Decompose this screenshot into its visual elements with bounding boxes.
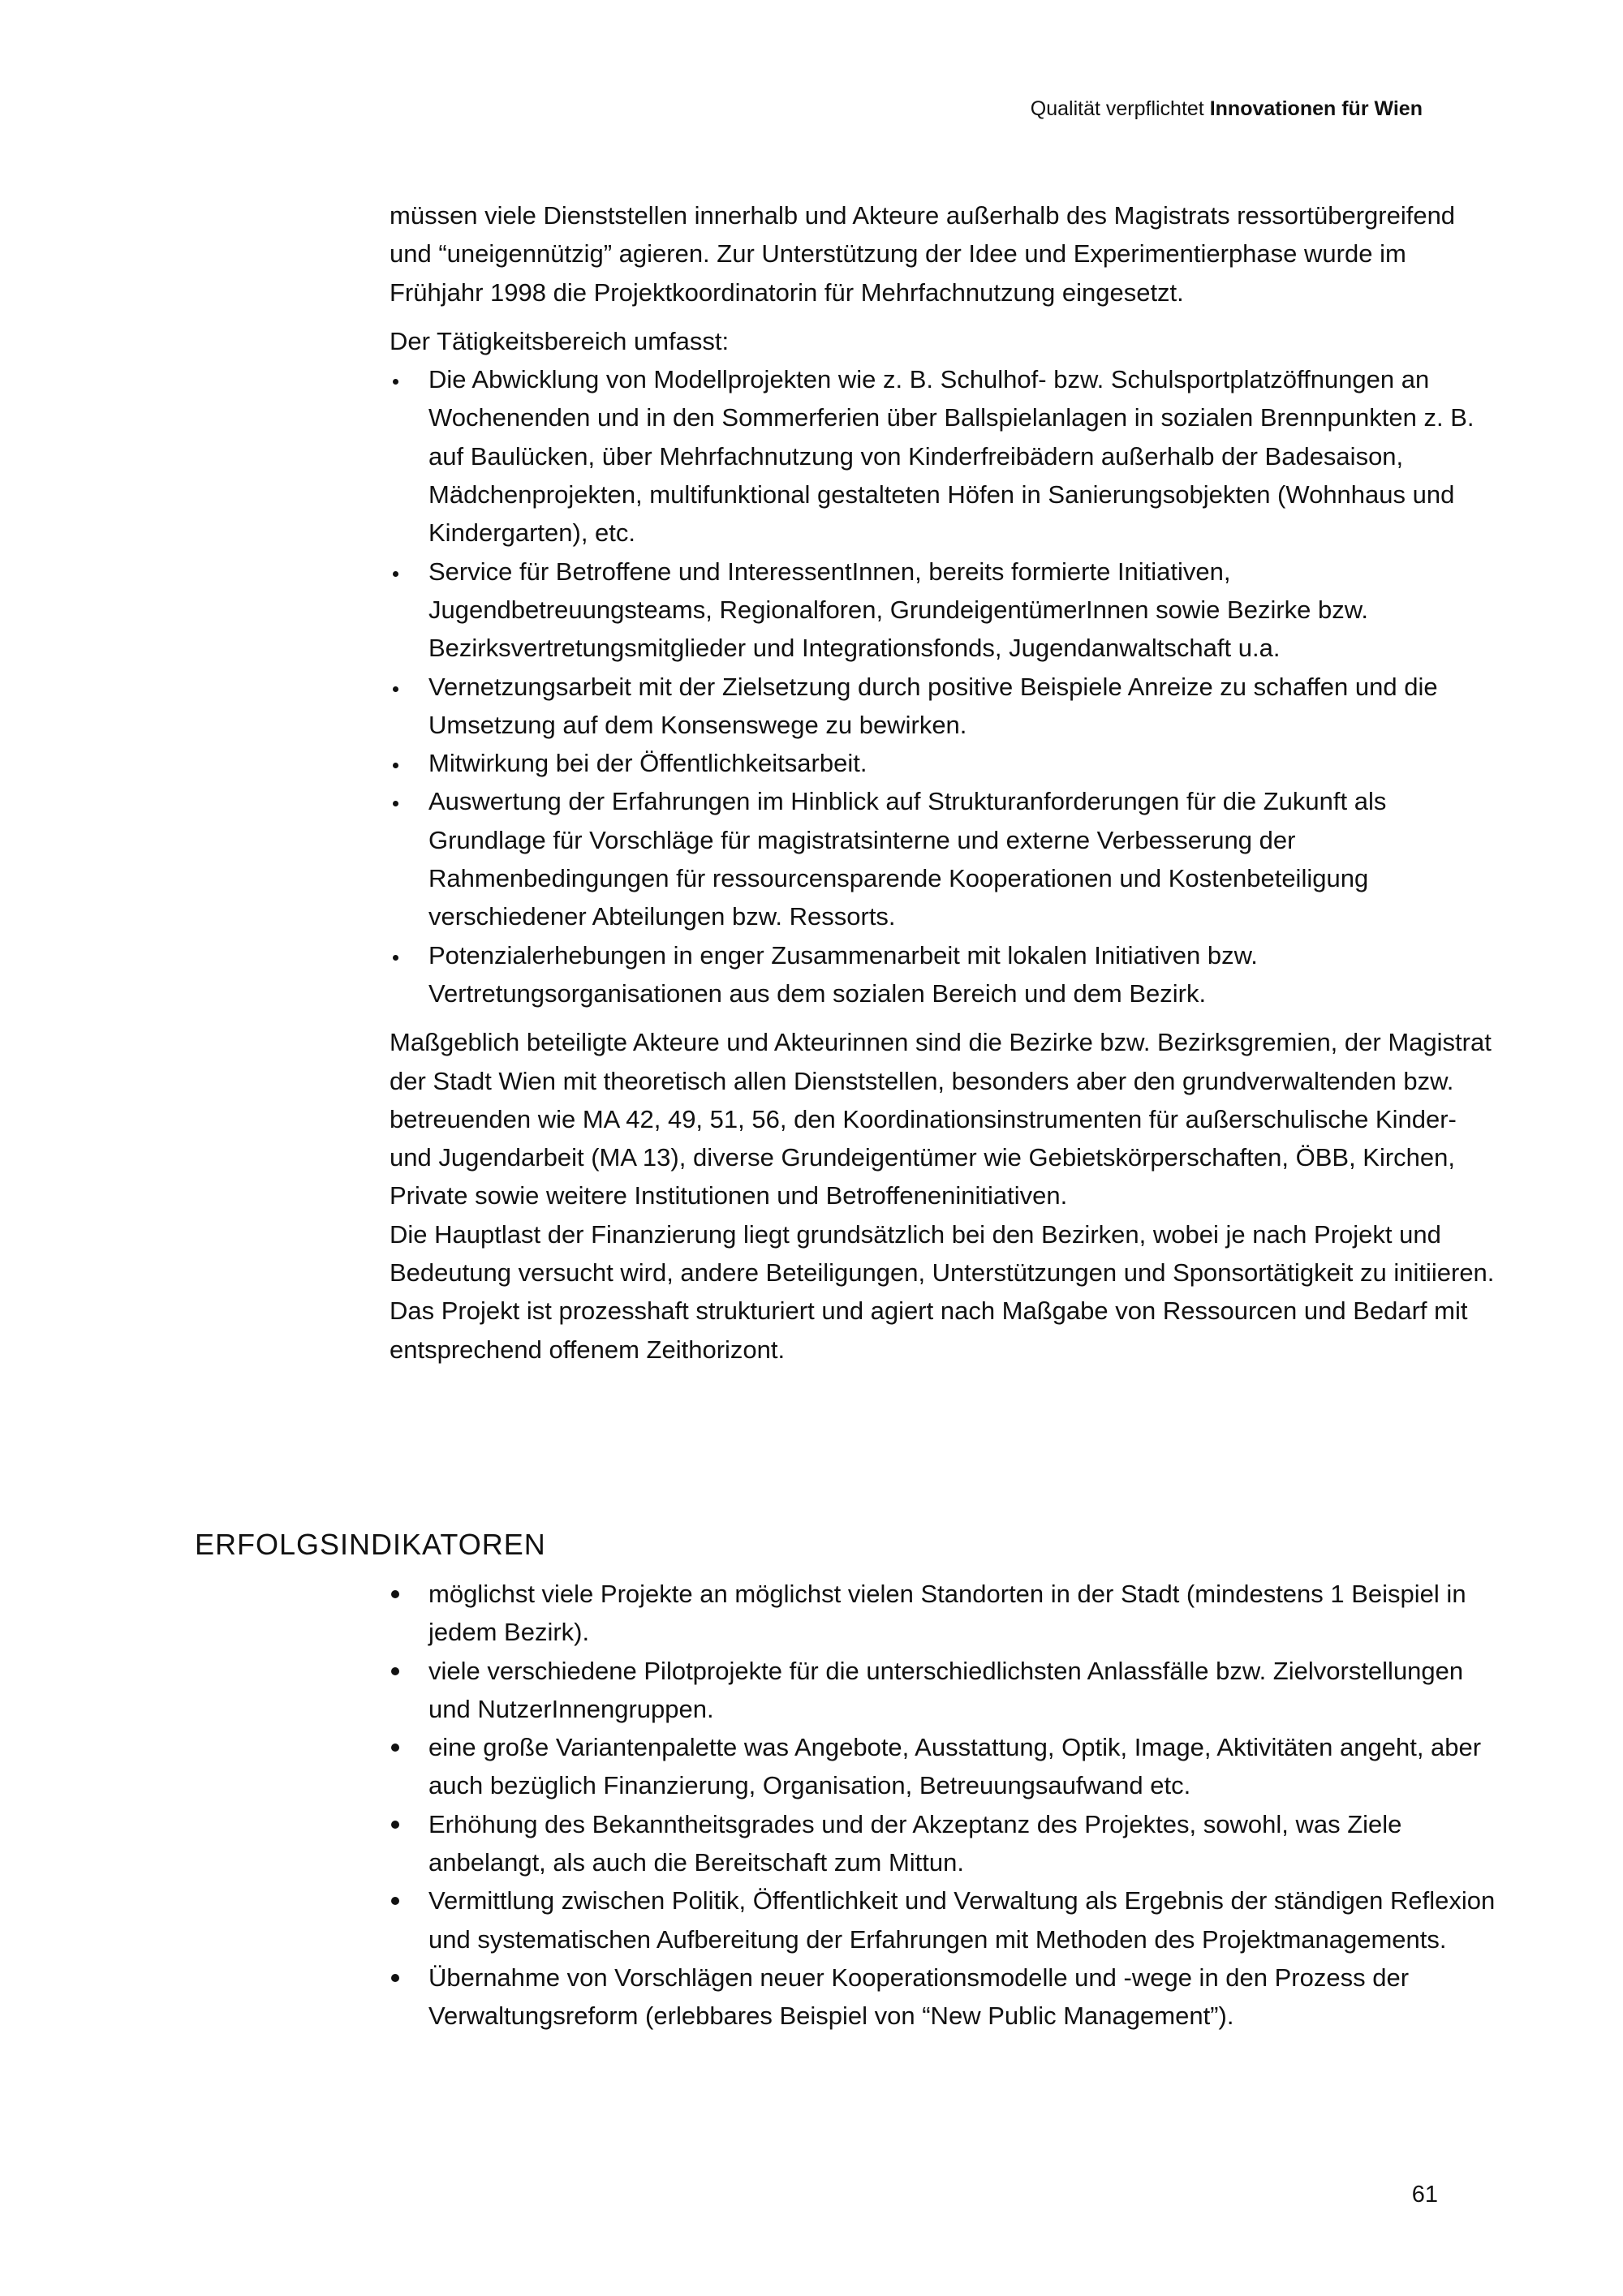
list-item: Die Abwicklung von Modellprojekten wie z. B. Schulhof- bzw. Schulsportplatzöffnungen an Wochenenden und in den Sommerferien über Ballspielanlagen in sozialen Brennpunkten z. B. auf Baulücken, über Mehrfachnutzung von Kinderfreibädern außerhalb der Badesaison, Mädchenprojekten, multifunktional gestalteten Höfen in Sanierungsobjekten (Wohnhaus und Kindergarten), etc.	[390, 360, 1497, 552]
list-item: Service für Betroffene und InteressentInnen, bereits formierte Initiativen, Jugendbetreuungsteams, Regionalforen, GrundeigentümerInnen sowie Bezirke bzw. Bezirksvertretungsmitglieder und Integrationsfonds, Jugendanwaltschaft u.a.	[390, 553, 1497, 668]
indicators-list	[390, 1575, 1497, 2036]
list-item: viele verschiedene Pilotprojekte für die unterschiedlichsten Anlassfälle bzw. Zielvorstellungen und NutzerInnengruppen.	[390, 1652, 1497, 1729]
list-item: Übernahme von Vorschlägen neuer Kooperationsmodelle und -wege in den Prozess der Verwaltungsreform (erlebbares Beispiel von “New Public Management”).	[390, 1958, 1497, 2036]
financing-paragraph: Die Hauptlast der Finanzierung liegt grundsätzlich bei den Bezirken, wobei je nach Projekt und Bedeutung versucht wird, andere Beteiligungen, Unterstützungen und Sponsortätigkeit zu initiieren.	[390, 1219, 1495, 1288]
page-number: 61	[1411, 2182, 1438, 2208]
list-item: Vermittlung zwischen Politik, Öffentlichkeit und Verwaltung als Ergebnis der ständigen Reflexion und systematischen Aufbereitung der Erfahrungen mit Methoden des Projektmanagements.	[390, 1881, 1497, 1958]
header-tagline: Qualität verpflichtet	[1030, 97, 1204, 120]
indicators-section	[390, 1575, 1497, 2036]
list-item: Auswertung der Erfahrungen im Hinblick auf Strukturanforderungen für die Zukunft als Grundlage für Vorschläge für magistratsinterne und externe Verbesserung der Rahmenbedingungen für ressourcensparende Kooperationen und Kostenbeteiligung verschiedener Abteilungen bzw. Ressorts.	[390, 782, 1497, 935]
list-item: Mitwirkung bei der Öffentlichkeitsarbeit.	[390, 744, 1497, 782]
process-paragraph: Das Projekt ist prozesshaft strukturiert und agiert nach Maßgabe von Ressourcen und Bedarf mit entsprechend offenem Zeithorizont.	[390, 1296, 1468, 1364]
list-item: Potenzialerhebungen in enger Zusammenarbeit mit lokalen Initiativen bzw. Vertretungsorganisationen aus dem sozialen Bereich und dem Bezirk.	[390, 936, 1497, 1013]
list-item: eine große Variantenpalette was Angebote, Ausstattung, Optik, Image, Aktivitäten angeht, aber auch bezüglich Finanzierung, Organisation, Betreuungsaufwand etc.	[390, 1728, 1497, 1805]
stakeholders-paragraph: Maßgeblich beteiligte Akteure und Akteurinnen sind die Bezirke bzw. Bezirksgremien, der Magistrat der Stadt Wien mit theoretisch allen Dienststellen, besonders aber den grundverwaltenden bzw. betreuenden wie MA 42, 49, 51, 56, den Koordinationsinstrumenten für außerschulische Kinder- und Jugendarbeit (MA 13), diverse Grundeigentümer wie Gebietskörperschaften, ÖBB, Kirchen, Private sowie weitere Institutionen und Betroffeneninitiativen.	[390, 1028, 1492, 1210]
list-item: Vernetzungsarbeit mit der Zielsetzung durch positive Beispiele Anreize zu schaffen und die Umsetzung auf dem Konsenswege zu bewirken.	[390, 668, 1497, 745]
activities-lead: Der Tätigkeitsbereich umfasst:	[390, 326, 730, 355]
activities-list	[390, 360, 1497, 1013]
list-item: Erhöhung des Bekanntheitsgrades und der Akzeptanz des Projektes, sowohl, was Ziele anbelangt, als auch die Bereitschaft zum Mittun.	[390, 1805, 1497, 1882]
header-emphasis: Innovationen für Wien	[1209, 97, 1423, 120]
section-heading: ERFOLGSINDIKATOREN	[195, 1528, 546, 1561]
list-item: möglichst viele Projekte an möglichst vielen Standorten in der Stadt (mindestens 1 Beispiel in jedem Bezirk).	[390, 1575, 1497, 1652]
page-header	[1031, 95, 1423, 123]
intro-section	[390, 196, 1497, 1369]
intro-paragraph: müssen viele Dienststellen innerhalb und Akteure außerhalb des Magistrats ressortübergreifend und “uneigennützig” agieren. Zur Unterstützung der Idee und Experimentierphase wurde im Frühjahr 1998 die Projektkoordinatorin für Mehrfachnutzung eingesetzt.	[390, 201, 1456, 307]
